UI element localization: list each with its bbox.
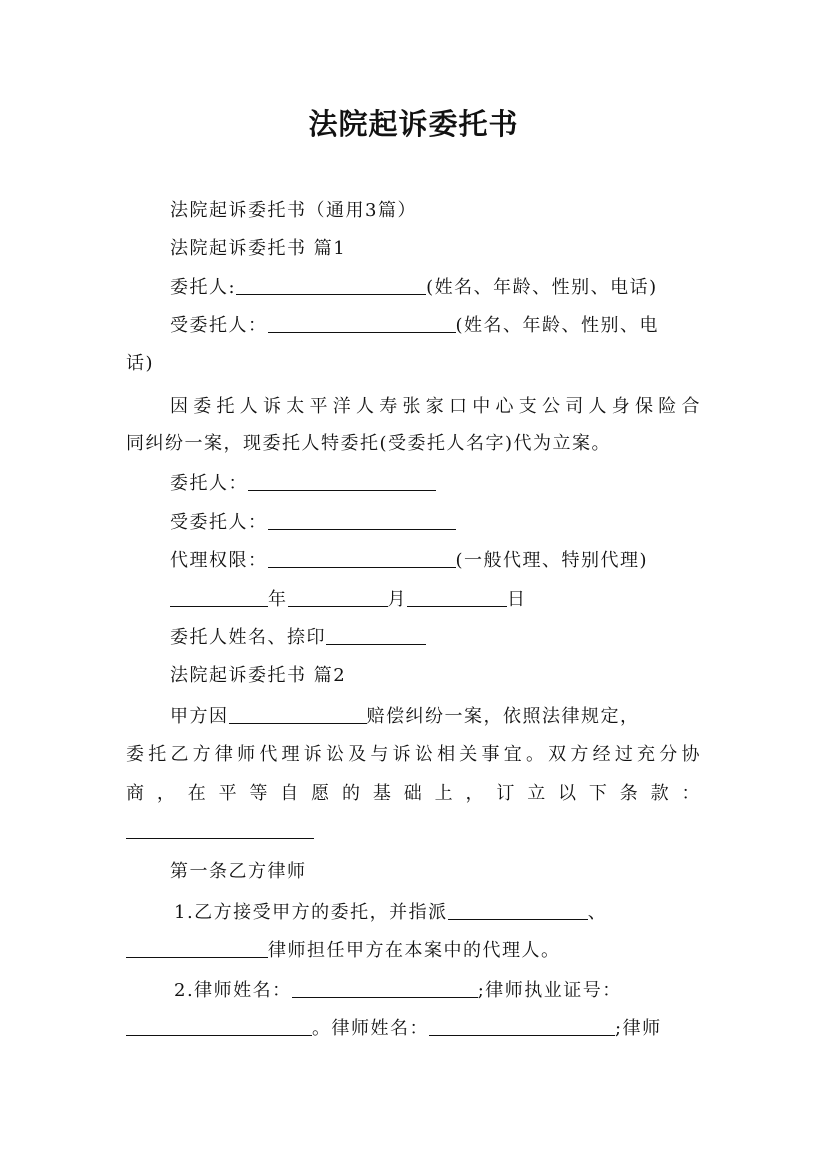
label-fingerprint: 委托人姓名、捺印 <box>170 627 326 648</box>
text-clause-1: 1.乙方接受甲方的委托，并指派 <box>174 902 448 923</box>
doc-line-fingerprint <box>170 626 701 650</box>
blank-lawyer-name-1 <box>292 979 478 998</box>
doc-line-authority <box>170 549 701 573</box>
note-principal: (姓名、年龄、性别、电话) <box>426 277 658 298</box>
label-agent-sign: 受委托人： <box>170 512 268 533</box>
doc-line-section-2-heading: 法院起诉委托书 篇2 <box>170 665 347 686</box>
doc-line-article-1: 第一条乙方律师 <box>170 861 307 882</box>
label-party-a-cause: 甲方因 <box>170 706 229 727</box>
blank-principal <box>236 276 426 295</box>
label-day: 日 <box>507 589 527 610</box>
note-authority: (一般代理、特别代理) <box>455 550 649 571</box>
doc-line-agent-cont: 话) <box>126 353 155 374</box>
doc-line-principal-sign <box>170 472 701 496</box>
doc-line-clause-2b <box>126 1017 701 1041</box>
doc-line-clause-2a <box>174 979 701 1003</box>
note-agent: (姓名、年龄、性别、电 <box>455 315 660 336</box>
doc-line-clause-1a <box>174 901 701 925</box>
doc-line-para-1a: 因委托人诉太平洋人寿张家口中心支公司人身保险合 <box>170 396 701 417</box>
doc-line-para-2c: 商，在平等自愿的基础上，订立以下条款： <box>126 783 701 804</box>
blank-month <box>288 588 388 607</box>
blank-agent <box>268 314 456 333</box>
doc-line-principal <box>170 276 701 300</box>
label-agent: 受委托人： <box>170 315 268 336</box>
doc-line-subtitle: 法院起诉委托书（通用3篇） <box>170 200 417 221</box>
doc-line-para-2a <box>170 705 701 729</box>
blank-cause <box>229 705 367 724</box>
blank-agent-sign <box>268 511 456 530</box>
blank-lawyer-2 <box>126 939 268 958</box>
text-dispute: 赔偿纠纷一案，依照法律规定， <box>366 706 640 727</box>
text-comma: 、 <box>587 902 608 923</box>
label-authority: 代理权限： <box>170 550 268 571</box>
blank-authority <box>268 549 456 568</box>
blank-year <box>170 588 268 607</box>
blank-day <box>407 588 507 607</box>
doc-line-para-2b: 委托乙方律师代理诉讼及与诉讼相关事宜。双方经过充分协 <box>126 744 701 765</box>
doc-line-agent <box>170 314 701 338</box>
label-license-1: ;律师执业证号： <box>477 980 622 1001</box>
doc-line-date <box>170 588 701 612</box>
label-lawyer-name-1: 2.律师姓名： <box>174 980 292 1001</box>
blank-terms <box>126 820 314 839</box>
blank-lawyer-1 <box>448 901 588 920</box>
blank-principal-sign <box>248 472 436 491</box>
label-year: 年 <box>268 589 288 610</box>
label-month: 月 <box>387 589 407 610</box>
doc-line-para-2d <box>126 820 701 844</box>
doc-line-para-1b: 同纠纷一案，现委托人特委托(受委托人名字)代为立案。 <box>126 433 612 454</box>
doc-line-section-1-heading: 法院起诉委托书 篇1 <box>170 238 347 259</box>
doc-line-agent-sign <box>170 511 701 535</box>
blank-license-1 <box>126 1017 312 1036</box>
label-license-2: ;律师 <box>615 1018 662 1039</box>
doc-line-clause-1b <box>126 939 701 963</box>
document-title: 法院起诉委托书 <box>308 107 519 141</box>
label-principal-sign: 委托人： <box>170 473 248 494</box>
blank-lawyer-name-2 <box>429 1017 615 1036</box>
blank-fingerprint <box>326 626 426 645</box>
label-lawyer-name-2: 。律师姓名： <box>312 1018 429 1039</box>
text-clause-1-cont: 律师担任甲方在本案中的代理人。 <box>268 940 561 961</box>
label-principal: 委托人: <box>170 277 237 298</box>
